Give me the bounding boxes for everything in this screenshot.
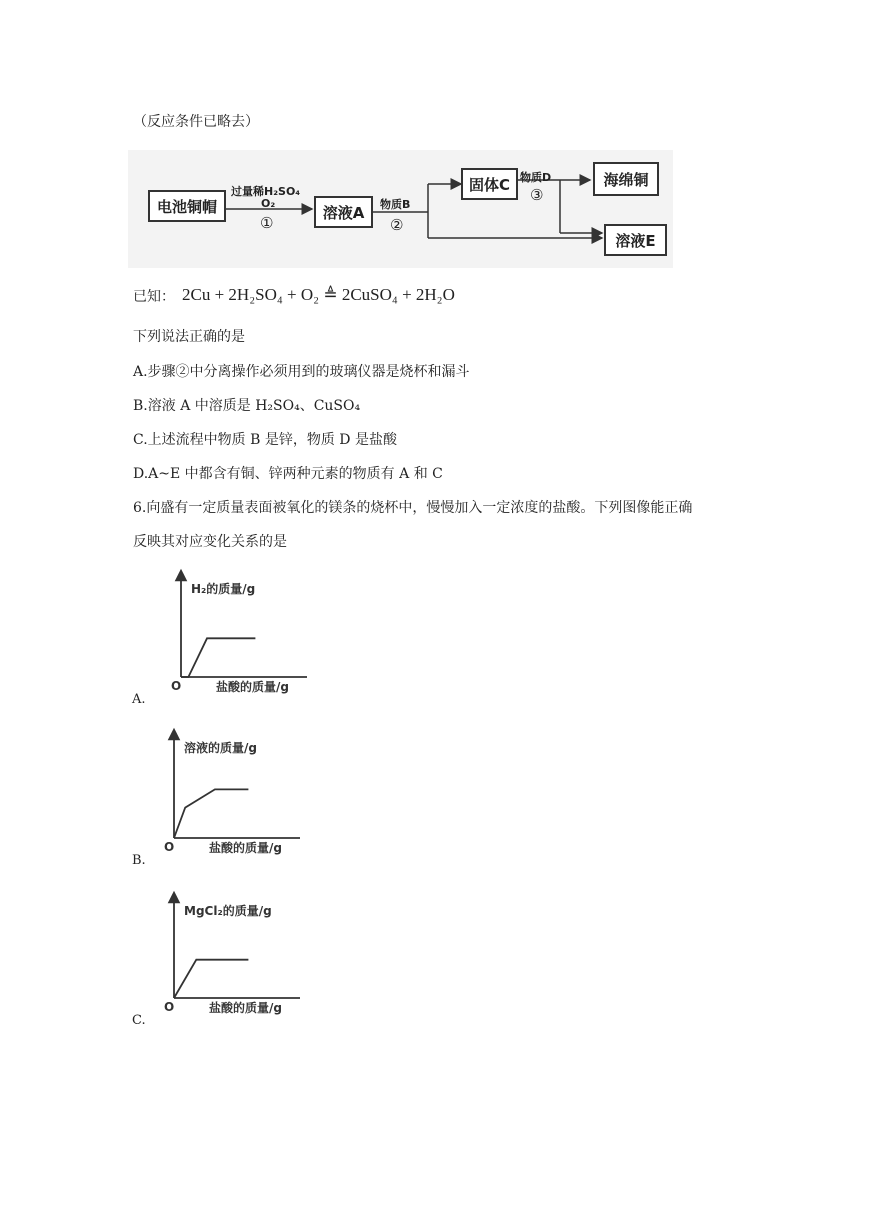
option-label: A. <box>132 692 146 707</box>
data-line <box>174 960 248 998</box>
known-prefix: 已知： <box>133 289 175 305</box>
data-line <box>181 638 255 677</box>
step-1-marker: ① <box>260 214 274 232</box>
reagent-1-top: 过量稀H₂SO₄ <box>231 185 301 198</box>
box-solid-c: 固体C <box>461 168 518 200</box>
origin-label: O <box>164 1000 175 1014</box>
chart-a <box>128 570 328 710</box>
origin-label: O <box>164 840 175 854</box>
step-3-marker: ③ <box>530 186 544 204</box>
chart-c <box>128 890 328 1030</box>
box-battery-cap: 电池铜帽 <box>148 190 226 222</box>
box-solution-e: 溶液E <box>604 224 667 256</box>
option-b: B.溶液 A 中溶质是 H₂SO₄、CuSO₄ <box>133 398 361 414</box>
x-axis-label: 盐酸的质量/g <box>216 680 289 694</box>
reaction-note: （反应条件已略去） <box>133 114 259 130</box>
option-d: D.A~E 中都含有铜、锌两种元素的物质有 A 和 C <box>133 466 443 482</box>
y-axis-label: 溶液的质量/g <box>184 741 257 755</box>
x-axis-label: 盐酸的质量/g <box>209 1001 282 1015</box>
box-sponge-copper: 海绵铜 <box>593 162 659 196</box>
box-solution-a: 溶液A <box>314 196 373 228</box>
option-c: C.上述流程中物质 B 是锌，物质 D 是盐酸 <box>133 432 397 448</box>
origin-label: O <box>171 679 182 693</box>
chart-b <box>128 730 328 875</box>
y-axis-label: MgCl₂的质量/g <box>184 904 272 918</box>
reagent-2: 物质B <box>380 198 411 211</box>
equation: 2Cu + 2H₂SO₄ + O₂ ≜ 2CuSO₄ + 2H₂O <box>182 285 455 304</box>
q6-line-1: 6.向盛有一定质量表面被氧化的镁条的烧杯中，慢慢加入一定浓度的盐酸。下列图像能正确 <box>133 500 693 516</box>
flow-diagram <box>128 150 673 268</box>
x-axis-label: 盐酸的质量/g <box>209 841 282 855</box>
option-a: A.步骤②中分离操作必须用到的玻璃仪器是烧杯和漏斗 <box>133 364 470 380</box>
data-line <box>174 789 248 838</box>
reagent-1-bottom: O₂ <box>261 197 276 210</box>
y-axis-label: H₂的质量/g <box>191 582 256 596</box>
q6-line-2: 反映其对应变化关系的是 <box>133 534 287 550</box>
step-2-marker: ② <box>390 216 404 234</box>
question-stem: 下列说法正确的是 <box>133 329 245 345</box>
option-label: B. <box>132 853 146 868</box>
reagent-3: 物质D <box>520 171 552 184</box>
option-label: C. <box>132 1013 146 1028</box>
